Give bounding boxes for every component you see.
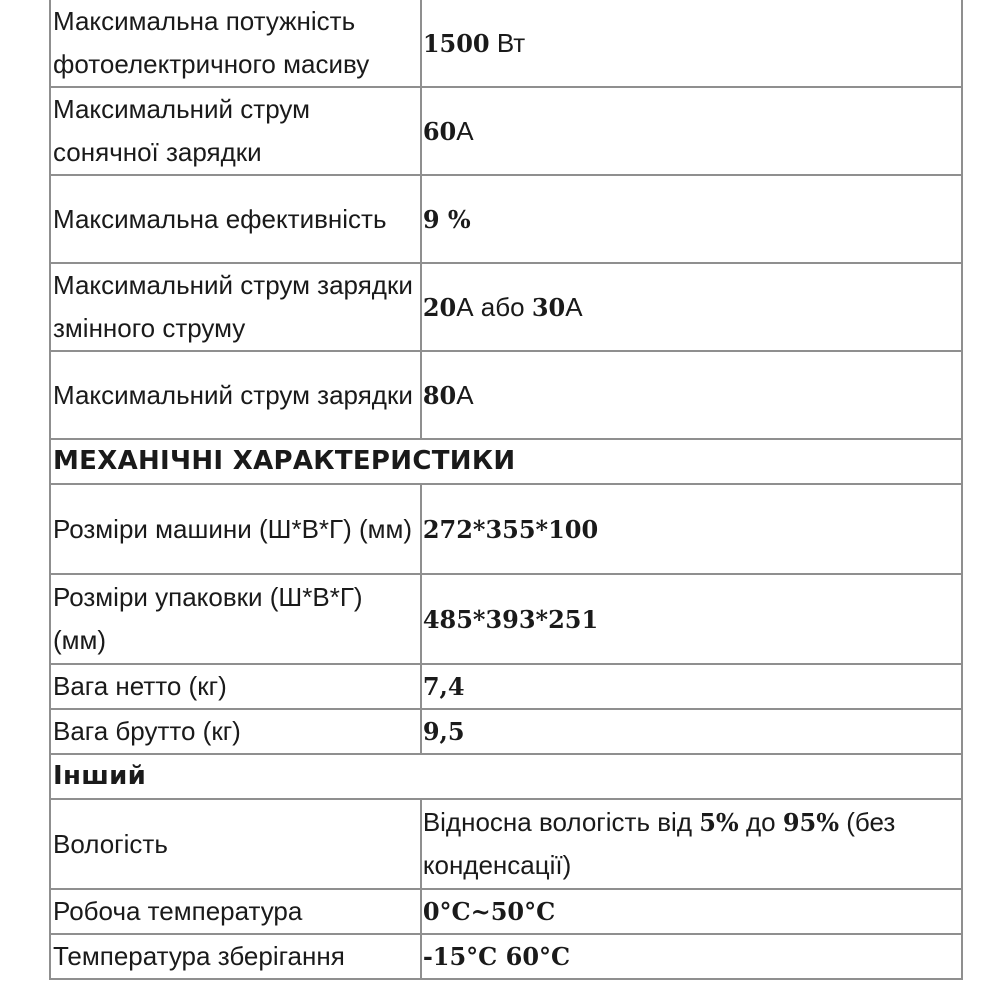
row-label: Розміри машини (Ш*В*Г) (мм) (50, 484, 421, 574)
section-row (50, 754, 962, 799)
row-label: Вага нетто (кг) (50, 664, 421, 709)
row-value: 80А (421, 351, 962, 439)
row-label: Максимальна ефективність (50, 175, 421, 263)
row-label: Максимальна потужність фотоелектричного масиву (50, 0, 421, 87)
row-value: Відносна вологість від 5% до 95% (без конденсації) (421, 799, 962, 889)
table-row (50, 0, 962, 87)
row-label: Робоча температура (50, 889, 421, 934)
row-label: Вага брутто (кг) (50, 709, 421, 754)
table-row (50, 87, 962, 175)
spec-table (49, 0, 963, 980)
row-label: Розміри упаковки (Ш*В*Г) (мм) (50, 574, 421, 664)
row-value: -15°C 60°C (421, 934, 962, 979)
table-row (50, 664, 962, 709)
row-label: Максимальний струм зарядки змінного струму (50, 263, 421, 351)
row-label: Вологість (50, 799, 421, 889)
row-label: Максимальний струм зарядки (50, 351, 421, 439)
table-row (50, 574, 962, 664)
table-row (50, 263, 962, 351)
row-value: 1500 Вт (421, 0, 962, 87)
table-row (50, 799, 962, 889)
row-value: 272*355*100 (421, 484, 962, 574)
section-row (50, 439, 962, 484)
table-row (50, 709, 962, 754)
table-row (50, 934, 962, 979)
row-value: 20А або 30А (421, 263, 962, 351)
row-value: 0°C~50°C (421, 889, 962, 934)
row-label: Температура зберігання (50, 934, 421, 979)
row-value: 60А (421, 87, 962, 175)
row-value: 9,5 (421, 709, 962, 754)
row-value: 485*393*251 (421, 574, 962, 664)
table-row (50, 351, 962, 439)
row-label: Максимальний струм сонячної зарядки (50, 87, 421, 175)
table-row (50, 889, 962, 934)
table-row (50, 484, 962, 574)
row-value: 9 % (421, 175, 962, 263)
row-value: 7,4 (421, 664, 962, 709)
section-heading-other: Інший (50, 754, 962, 799)
section-heading-mechanical: МЕХАНІЧНІ ХАРАКТЕРИСТИКИ (50, 439, 962, 484)
table-row (50, 175, 962, 263)
